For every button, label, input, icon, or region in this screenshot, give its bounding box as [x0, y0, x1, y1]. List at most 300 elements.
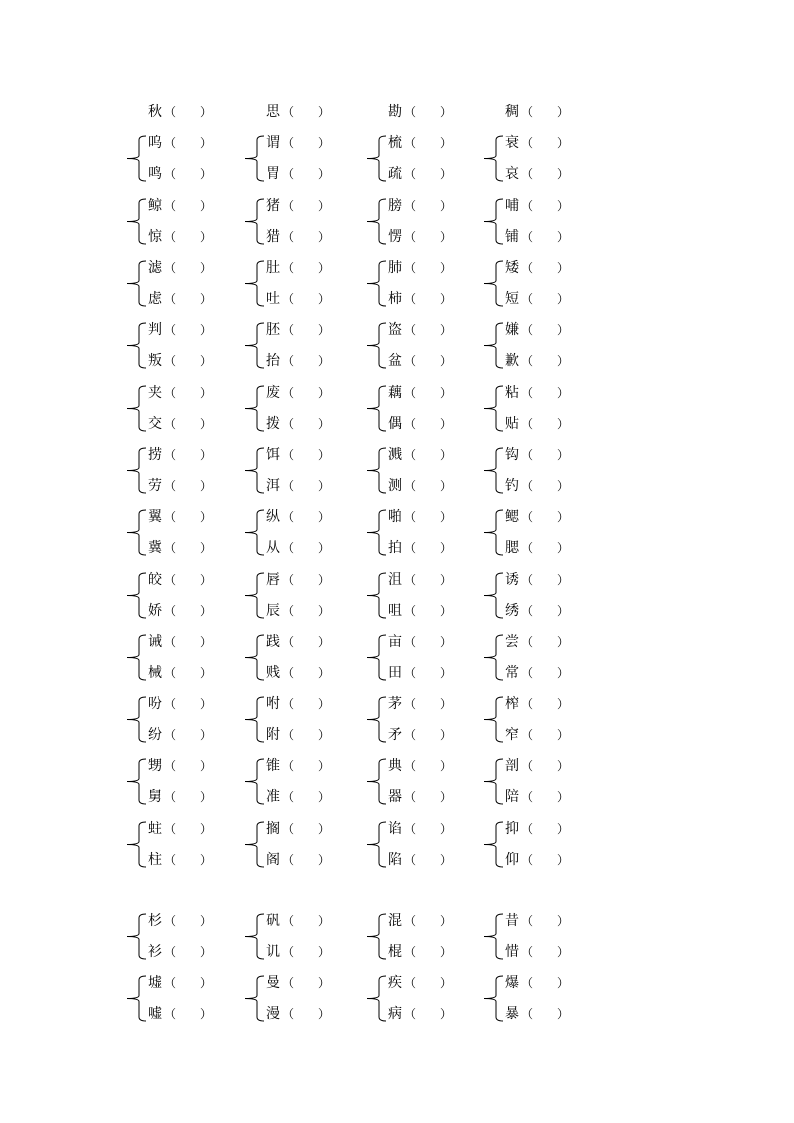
brace-icon: [126, 260, 148, 307]
pair-bottom-item: [505, 539, 569, 557]
pair-bottom-item: [266, 788, 330, 806]
pair-bottom-item: [266, 539, 330, 557]
character: 附: [266, 727, 280, 743]
answer-blank-open[interactable]: （: [164, 666, 177, 680]
pair-top-item: [266, 820, 330, 838]
pair-bottom-item: [388, 165, 452, 183]
answer-blank-open[interactable]: （: [164, 976, 177, 990]
answer-blank-open[interactable]: （: [521, 1007, 534, 1021]
answer-blank-close: ）: [200, 945, 213, 959]
answer-blank-close: ）: [200, 323, 213, 337]
answer-blank-open[interactable]: （: [164, 386, 177, 400]
character: 器: [388, 789, 402, 805]
pair-top-item: [148, 695, 212, 713]
answer-blank-open[interactable]: （: [164, 604, 177, 618]
answer-blank-close: ）: [318, 573, 331, 587]
answer-blank-close: ）: [440, 1007, 453, 1021]
answer-blank-close: ）: [440, 976, 453, 990]
answer-blank-close: ）: [557, 976, 570, 990]
answer-blank-open[interactable]: （: [404, 479, 417, 493]
brace-icon: [483, 572, 505, 619]
answer-blank-close: ）: [318, 666, 331, 680]
answer-blank-open[interactable]: （: [521, 292, 534, 306]
answer-blank-close: ）: [200, 199, 213, 213]
answer-blank-open[interactable]: （: [164, 167, 177, 181]
pair-bottom-item: [266, 415, 330, 433]
answer-blank-close: ）: [440, 573, 453, 587]
pair-top-item: [266, 912, 330, 930]
pair-top-item: [266, 384, 330, 402]
character: 谓: [266, 135, 280, 151]
character: 翼: [148, 509, 162, 525]
answer-blank-open[interactable]: （: [404, 976, 417, 990]
answer-blank-open[interactable]: （: [404, 604, 417, 618]
character: 贴: [505, 416, 519, 432]
answer-blank-open[interactable]: （: [404, 230, 417, 244]
answer-blank-open[interactable]: （: [164, 354, 177, 368]
pair-bottom-item: [148, 788, 212, 806]
answer-blank-close: ）: [557, 105, 570, 119]
pair-top-item: [148, 974, 212, 992]
answer-blank-open[interactable]: （: [404, 790, 417, 804]
answer-blank-close: ）: [200, 573, 213, 587]
answer-blank-close: ）: [557, 635, 570, 649]
answer-blank-close: ）: [200, 105, 213, 119]
character: 吐: [266, 291, 280, 307]
answer-blank-open[interactable]: （: [404, 354, 417, 368]
answer-blank-open[interactable]: （: [521, 853, 534, 867]
pair-bottom-item: [505, 477, 569, 495]
character: 肚: [266, 260, 280, 276]
character: 盗: [388, 322, 402, 338]
answer-blank-open[interactable]: （: [521, 976, 534, 990]
answer-blank-open[interactable]: （: [164, 510, 177, 524]
answer-blank-open[interactable]: （: [521, 697, 534, 711]
answer-blank-open[interactable]: （: [282, 136, 295, 150]
brace-icon: [244, 198, 266, 245]
answer-blank-open[interactable]: （: [164, 697, 177, 711]
brace-icon: [366, 572, 388, 619]
answer-blank-open[interactable]: （: [164, 822, 177, 836]
character: 猪: [266, 198, 280, 214]
answer-blank-open[interactable]: （: [521, 759, 534, 773]
answer-blank-close: ）: [557, 1007, 570, 1021]
answer-blank-open[interactable]: （: [404, 510, 417, 524]
answer-blank-open[interactable]: （: [282, 666, 295, 680]
answer-blank-open[interactable]: （: [521, 417, 534, 431]
answer-blank-close: ）: [318, 261, 331, 275]
answer-blank-open[interactable]: （: [164, 853, 177, 867]
pair-top-item: [266, 446, 330, 464]
character: 哺: [505, 198, 519, 214]
answer-blank-open[interactable]: （: [521, 945, 534, 959]
pair-top-item: [148, 384, 212, 402]
pair-bottom-item: [505, 352, 569, 370]
pair-bottom-item: [388, 352, 452, 370]
answer-blank-close: ）: [200, 853, 213, 867]
pair-top-item: [148, 633, 212, 651]
character: 交: [148, 416, 162, 432]
character: 鲸: [148, 198, 162, 214]
answer-blank-open[interactable]: （: [282, 354, 295, 368]
answer-blank-close: ）: [200, 635, 213, 649]
brace-icon: [244, 634, 266, 681]
character: 膀: [388, 198, 402, 214]
character: 溅: [388, 447, 402, 463]
brace-icon: [483, 198, 505, 245]
answer-blank-close: ）: [557, 136, 570, 150]
brace-icon: [366, 821, 388, 868]
answer-blank-open[interactable]: （: [282, 914, 295, 928]
answer-blank-close: ）: [440, 479, 453, 493]
pair-top-item: [266, 321, 330, 339]
answer-blank-close: ）: [440, 822, 453, 836]
answer-blank-open[interactable]: （: [282, 573, 295, 587]
first-row-item: [266, 103, 330, 121]
character: 洱: [266, 478, 280, 494]
character: 愣: [388, 229, 402, 245]
brace-icon: [244, 696, 266, 743]
pair-top-item: [266, 571, 330, 589]
pair-top-item: [266, 197, 330, 215]
pair-top-item: [388, 446, 452, 464]
answer-blank-close: ）: [200, 261, 213, 275]
pair-bottom-item: [388, 664, 452, 682]
answer-blank-close: ）: [318, 479, 331, 493]
character: 拨: [266, 416, 280, 432]
answer-blank-close: ）: [200, 292, 213, 306]
brace-icon: [244, 447, 266, 494]
answer-blank-close: ）: [557, 759, 570, 773]
brace-icon: [483, 634, 505, 681]
pair-bottom-item: [388, 539, 452, 557]
brace-icon: [126, 572, 148, 619]
pair-bottom-item: [148, 165, 212, 183]
answer-blank-open[interactable]: （: [404, 292, 417, 306]
brace-icon: [126, 135, 148, 182]
character: 柱: [148, 852, 162, 868]
pair-top-item: [505, 571, 569, 589]
answer-blank-open[interactable]: （: [164, 635, 177, 649]
answer-blank-close: ）: [200, 976, 213, 990]
pair-bottom-item: [388, 851, 452, 869]
answer-blank-close: ）: [318, 976, 331, 990]
answer-blank-open[interactable]: （: [404, 386, 417, 400]
character: 劳: [148, 478, 162, 494]
answer-blank-open[interactable]: （: [521, 354, 534, 368]
answer-blank-open[interactable]: （: [282, 822, 295, 836]
brace-icon: [366, 975, 388, 1022]
character: 思: [266, 104, 280, 120]
answer-blank-close: ）: [440, 354, 453, 368]
answer-blank-close: ）: [440, 728, 453, 742]
pair-bottom-item: [266, 726, 330, 744]
brace-icon: [483, 447, 505, 494]
answer-blank-close: ）: [200, 914, 213, 928]
answer-blank-open[interactable]: （: [282, 323, 295, 337]
answer-blank-open[interactable]: （: [164, 790, 177, 804]
answer-blank-close: ）: [318, 914, 331, 928]
answer-blank-open[interactable]: （: [282, 448, 295, 462]
pair-bottom-item: [388, 788, 452, 806]
brace-icon: [483, 385, 505, 432]
answer-blank-open[interactable]: （: [282, 759, 295, 773]
answer-blank-close: ）: [440, 230, 453, 244]
character: 棍: [388, 944, 402, 960]
answer-blank-open[interactable]: （: [521, 136, 534, 150]
character: 铺: [505, 229, 519, 245]
answer-blank-close: ）: [557, 697, 570, 711]
brace-icon: [483, 509, 505, 556]
first-row-item: [505, 103, 569, 121]
answer-blank-open[interactable]: （: [282, 697, 295, 711]
character: 抑: [505, 821, 519, 837]
character: 搁: [266, 821, 280, 837]
character: 歉: [505, 353, 519, 369]
answer-blank-open[interactable]: （: [404, 541, 417, 555]
answer-blank-open[interactable]: （: [164, 323, 177, 337]
answer-blank-close: ）: [557, 292, 570, 306]
pair-top-item: [505, 321, 569, 339]
answer-blank-close: ）: [440, 386, 453, 400]
answer-blank-open[interactable]: （: [521, 448, 534, 462]
character: 亩: [388, 634, 402, 650]
character: 柿: [388, 291, 402, 307]
answer-blank-open[interactable]: （: [282, 635, 295, 649]
answer-blank-open[interactable]: （: [282, 541, 295, 555]
answer-blank-open[interactable]: （: [282, 728, 295, 742]
answer-blank-open[interactable]: （: [404, 136, 417, 150]
answer-blank-open[interactable]: （: [521, 167, 534, 181]
pair-top-item: [505, 912, 569, 930]
pair-bottom-item: [266, 228, 330, 246]
answer-blank-open[interactable]: （: [164, 136, 177, 150]
answer-blank-close: ）: [440, 541, 453, 555]
answer-blank-open[interactable]: （: [282, 292, 295, 306]
character: 吩: [148, 696, 162, 712]
pair-bottom-item: [505, 415, 569, 433]
character: 猎: [266, 229, 280, 245]
character: 混: [388, 913, 402, 929]
pair-top-item: [266, 259, 330, 277]
answer-blank-open[interactable]: （: [404, 417, 417, 431]
answer-blank-open[interactable]: （: [521, 573, 534, 587]
answer-blank-open[interactable]: （: [404, 822, 417, 836]
answer-blank-open[interactable]: （: [164, 573, 177, 587]
answer-blank-open[interactable]: （: [282, 386, 295, 400]
answer-blank-open[interactable]: （: [404, 1007, 417, 1021]
answer-blank-open[interactable]: （: [521, 479, 534, 493]
answer-blank-open[interactable]: （: [282, 199, 295, 213]
character: 稠: [505, 104, 519, 120]
answer-blank-close: ）: [200, 697, 213, 711]
answer-blank-open[interactable]: （: [521, 728, 534, 742]
pair-bottom-item: [505, 228, 569, 246]
answer-blank-open[interactable]: （: [164, 105, 177, 119]
answer-blank-open[interactable]: （: [521, 323, 534, 337]
answer-blank-open[interactable]: （: [282, 1007, 295, 1021]
answer-blank-open[interactable]: （: [282, 105, 295, 119]
character: 惜: [505, 944, 519, 960]
answer-blank-open[interactable]: （: [404, 945, 417, 959]
answer-blank-open[interactable]: （: [164, 199, 177, 213]
answer-blank-open[interactable]: （: [404, 914, 417, 928]
answer-blank-open[interactable]: （: [164, 759, 177, 773]
answer-blank-open[interactable]: （: [404, 105, 417, 119]
pair-bottom-item: [388, 415, 452, 433]
answer-blank-open[interactable]: （: [404, 666, 417, 680]
pair-top-item: [148, 134, 212, 152]
pair-top-item: [148, 912, 212, 930]
character: 惊: [148, 229, 162, 245]
pair-top-item: [148, 259, 212, 277]
answer-blank-open[interactable]: （: [164, 230, 177, 244]
answer-blank-open[interactable]: （: [164, 914, 177, 928]
answer-blank-close: ）: [318, 790, 331, 804]
character: 衫: [148, 944, 162, 960]
character: 从: [266, 540, 280, 556]
pair-top-item: [505, 134, 569, 152]
answer-blank-close: ）: [440, 105, 453, 119]
answer-blank-open[interactable]: （: [521, 790, 534, 804]
answer-blank-close: ）: [200, 1007, 213, 1021]
answer-blank-close: ）: [318, 448, 331, 462]
character: 榨: [505, 696, 519, 712]
answer-blank-close: ）: [440, 604, 453, 618]
answer-blank-open[interactable]: （: [164, 292, 177, 306]
character: 陪: [505, 789, 519, 805]
answer-blank-open[interactable]: （: [521, 604, 534, 618]
answer-blank-open[interactable]: （: [521, 635, 534, 649]
answer-blank-open[interactable]: （: [164, 945, 177, 959]
character: 蛀: [148, 821, 162, 837]
character: 漫: [266, 1006, 280, 1022]
answer-blank-open[interactable]: （: [282, 261, 295, 275]
answer-blank-open[interactable]: （: [282, 790, 295, 804]
answer-blank-open[interactable]: （: [282, 479, 295, 493]
answer-blank-close: ）: [200, 822, 213, 836]
character: 啪: [388, 509, 402, 525]
character: 阁: [266, 852, 280, 868]
character: 曼: [266, 975, 280, 991]
character: 舅: [148, 789, 162, 805]
answer-blank-open[interactable]: （: [282, 230, 295, 244]
character: 咐: [266, 696, 280, 712]
answer-blank-open[interactable]: （: [404, 853, 417, 867]
answer-blank-open[interactable]: （: [404, 199, 417, 213]
character: 仰: [505, 852, 519, 868]
brace-icon: [366, 913, 388, 960]
brace-icon: [366, 260, 388, 307]
character: 矮: [505, 260, 519, 276]
character: 腮: [505, 540, 519, 556]
pair-top-item: [505, 508, 569, 526]
answer-blank-open[interactable]: （: [521, 386, 534, 400]
answer-blank-open[interactable]: （: [404, 323, 417, 337]
answer-blank-open[interactable]: （: [404, 697, 417, 711]
pair-bottom-item: [148, 290, 212, 308]
brace-icon: [126, 198, 148, 245]
answer-blank-open[interactable]: （: [404, 261, 417, 275]
brace-icon: [366, 634, 388, 681]
answer-blank-close: ）: [200, 354, 213, 368]
answer-blank-open[interactable]: （: [164, 417, 177, 431]
answer-blank-open[interactable]: （: [404, 448, 417, 462]
brace-icon: [244, 509, 266, 556]
answer-blank-open[interactable]: （: [164, 479, 177, 493]
answer-blank-open[interactable]: （: [521, 199, 534, 213]
answer-blank-open[interactable]: （: [404, 573, 417, 587]
pair-top-item: [388, 974, 452, 992]
answer-blank-open[interactable]: （: [282, 417, 295, 431]
answer-blank-open[interactable]: （: [521, 822, 534, 836]
character: 典: [388, 758, 402, 774]
answer-blank-close: ）: [440, 759, 453, 773]
answer-blank-close: ）: [557, 853, 570, 867]
character: 钓: [505, 478, 519, 494]
pair-bottom-item: [266, 602, 330, 620]
answer-blank-open[interactable]: （: [282, 167, 295, 181]
answer-blank-open[interactable]: （: [521, 105, 534, 119]
answer-blank-open[interactable]: （: [164, 541, 177, 555]
answer-blank-close: ）: [318, 822, 331, 836]
pair-bottom-item: [266, 851, 330, 869]
answer-blank-open[interactable]: （: [404, 728, 417, 742]
pair-bottom-item: [505, 851, 569, 869]
character: 胚: [266, 322, 280, 338]
character: 疾: [388, 975, 402, 991]
answer-blank-open[interactable]: （: [404, 759, 417, 773]
answer-blank-open[interactable]: （: [282, 945, 295, 959]
answer-blank-close: ）: [318, 853, 331, 867]
pair-bottom-item: [505, 788, 569, 806]
brace-icon: [244, 260, 266, 307]
answer-blank-open[interactable]: （: [164, 1007, 177, 1021]
answer-blank-open[interactable]: （: [164, 448, 177, 462]
character: 钩: [505, 447, 519, 463]
answer-blank-open[interactable]: （: [521, 261, 534, 275]
answer-blank-open[interactable]: （: [404, 167, 417, 181]
answer-blank-open[interactable]: （: [282, 604, 295, 618]
answer-blank-open[interactable]: （: [404, 635, 417, 649]
character: 衰: [505, 135, 519, 151]
answer-blank-open[interactable]: （: [164, 728, 177, 742]
answer-blank-open[interactable]: （: [164, 261, 177, 275]
answer-blank-close: ）: [557, 386, 570, 400]
answer-blank-close: ）: [557, 945, 570, 959]
answer-blank-open[interactable]: （: [282, 853, 295, 867]
answer-blank-open[interactable]: （: [521, 541, 534, 555]
answer-blank-open[interactable]: （: [521, 510, 534, 524]
character: 藕: [388, 385, 402, 401]
pair-top-item: [148, 508, 212, 526]
answer-blank-open[interactable]: （: [521, 914, 534, 928]
brace-icon: [483, 696, 505, 743]
pair-bottom-item: [266, 165, 330, 183]
answer-blank-open[interactable]: （: [521, 230, 534, 244]
answer-blank-open[interactable]: （: [282, 976, 295, 990]
pair-bottom-item: [148, 539, 212, 557]
answer-blank-close: ）: [200, 136, 213, 150]
answer-blank-open[interactable]: （: [282, 510, 295, 524]
answer-blank-close: ）: [318, 105, 331, 119]
answer-blank-close: ）: [440, 136, 453, 150]
answer-blank-close: ）: [557, 666, 570, 680]
character: 嫌: [505, 322, 519, 338]
brace-icon: [126, 447, 148, 494]
answer-blank-open[interactable]: （: [521, 666, 534, 680]
character: 践: [266, 634, 280, 650]
